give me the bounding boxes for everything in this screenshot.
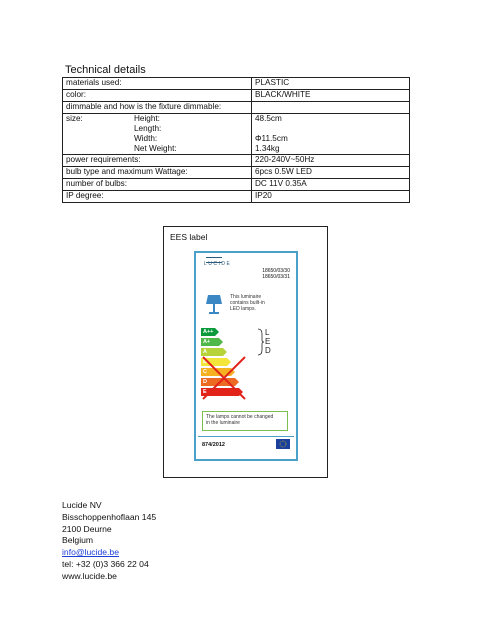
width-label: Width: [134, 134, 158, 143]
brand-name: LUCIDE [204, 261, 232, 267]
table-row [63, 167, 410, 179]
product-codes [262, 268, 290, 280]
eu-flag-icon [276, 439, 290, 449]
table-row [63, 155, 410, 167]
table-row [63, 78, 410, 90]
energy-class-bar: C [201, 368, 231, 376]
ees-label-box [163, 226, 328, 478]
regulation-number: 874/2012 [202, 442, 225, 448]
notice-line: in the luminaire [206, 420, 240, 426]
materials-value: PLASTIC [252, 78, 410, 90]
table-lamp-icon [205, 293, 223, 315]
width-value: Φ11.5cm [255, 134, 288, 143]
divider [198, 436, 294, 437]
country: Belgium [62, 535, 94, 546]
energy-class-bar: A++ [203, 329, 214, 335]
table-row [63, 114, 410, 155]
energy-class-bar: A [201, 348, 223, 356]
energy-class-bar: E [201, 388, 239, 396]
phone: tel: +32 (0)3 366 22 04 [62, 558, 149, 569]
section-title: Technical details [65, 64, 146, 76]
materials-label: materials used: [63, 78, 252, 90]
energy-class-bar: B [201, 358, 227, 366]
height-value: 48.5cm [255, 114, 282, 123]
bulbs-count-label: number of bulbs: [63, 179, 252, 191]
lamp-notice [202, 411, 288, 431]
brace-icon [258, 328, 264, 356]
length-value [255, 124, 406, 134]
table-row [63, 191, 410, 203]
notice-line: The lamps cannot be changed [206, 414, 274, 420]
dimmable-value [252, 102, 410, 114]
weight-value: 1.34kg [255, 144, 280, 153]
product-code: 18650/03/31 [262, 274, 290, 280]
led-letter: L [265, 328, 270, 337]
bulb-label: bulb type and maximum Wattage: [63, 167, 252, 179]
city: 2100 Deurne [62, 523, 112, 534]
size-cell [63, 114, 252, 155]
ip-value: IP20 [252, 191, 410, 203]
company-name: Lucide NV [62, 500, 102, 510]
size-values [252, 114, 410, 155]
website: www.lucide.be [62, 570, 117, 581]
size-label: size: [66, 114, 83, 123]
energy-class-bar: D [201, 378, 235, 386]
cross-out-icon [201, 353, 249, 403]
length-label: Length: [134, 124, 162, 133]
led-letter: E [265, 337, 271, 346]
led-letter: D [265, 346, 271, 355]
weight-label: Net Weight: [134, 144, 177, 153]
company-address [62, 500, 156, 583]
color-value: BLACK/WHITE [252, 90, 410, 102]
lamp-text-line: contains built-in [230, 300, 265, 306]
energy-class-bar: A+ [201, 338, 219, 346]
table-row [63, 102, 410, 114]
ees-title: EES label [170, 232, 208, 242]
energy-label [194, 251, 298, 461]
street: Bisschoppenhoflaan 145 [62, 511, 157, 522]
bulb-value: 6pcs 0.5W LED [252, 167, 410, 179]
email-link[interactable]: info@lucide.be [62, 547, 119, 558]
lamp-text-line: LED lamps. [230, 306, 256, 312]
table-row [63, 179, 410, 191]
dimmable-label: dimmable and how is the fixture dimmable: [63, 102, 252, 114]
height-label: Height: [134, 114, 160, 123]
lamp-text-line: This luminaire [230, 294, 262, 300]
table-row [63, 90, 410, 102]
product-code: 18650/03/30 [262, 268, 290, 274]
bulbs-count-value: DC 11V 0.35A [252, 179, 410, 191]
power-label: power requirements: [63, 155, 252, 167]
technical-details-table [62, 77, 410, 203]
lamp-description [230, 294, 265, 312]
color-label: color: [63, 90, 252, 102]
led-letters [265, 328, 271, 355]
ip-label: IP degree: [63, 191, 252, 203]
power-value: 220-240V~50Hz [252, 155, 410, 167]
